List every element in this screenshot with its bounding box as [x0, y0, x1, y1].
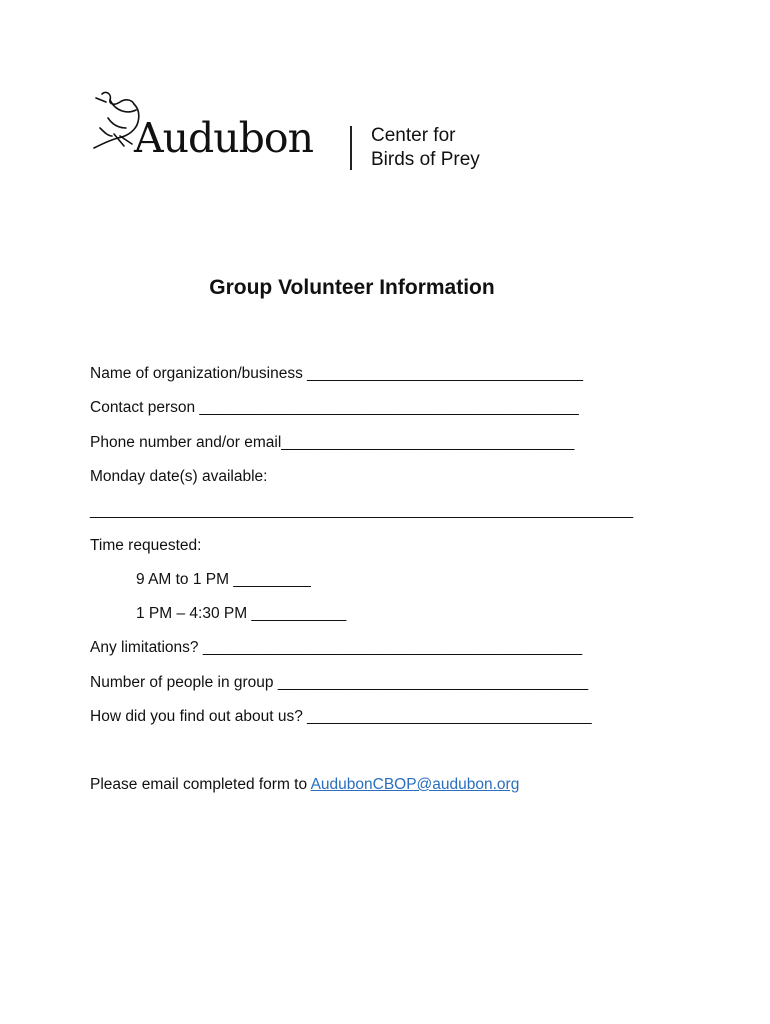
page-title: Group Volunteer Information	[209, 276, 495, 299]
logo-wordmark: Audubon	[134, 114, 314, 162]
organization-field[interactable]: Name of organization/business ________________________________	[90, 365, 583, 382]
logo-divider	[350, 126, 352, 170]
referral-source-field[interactable]: How did you find out about us? _________________________________	[90, 708, 592, 725]
email-instruction	[90, 775, 519, 795]
email-link[interactable]: AudubonCBOP@audubon.org	[310, 776, 520, 793]
email-instruction-text: Please email completed form to	[90, 776, 311, 793]
limitations-field[interactable]: Any limitations? ____________________________________________	[90, 639, 583, 656]
group-size-field[interactable]: Number of people in group ____________________________________	[90, 674, 589, 691]
afternoon-slot-field[interactable]: 1 PM – 4:30 PM ___________	[136, 605, 347, 622]
morning-slot-field[interactable]: 9 AM to 1 PM _________	[136, 571, 311, 588]
logo-subtitle-line1: Center for	[371, 125, 456, 146]
audubon-logo	[88, 88, 508, 183]
logo-subtitle-line2: Birds of Prey	[371, 149, 480, 170]
contact-person-field[interactable]: Contact person ____________________________________________	[90, 399, 579, 416]
monday-dates-label: Monday date(s) available:	[90, 468, 268, 485]
logo-subtitle	[371, 124, 480, 172]
phone-email-field[interactable]: Phone number and/or email__________________________________	[90, 434, 575, 451]
monday-dates-field[interactable]: _______________________________________________________________	[90, 502, 634, 519]
time-requested-label: Time requested:	[90, 537, 202, 554]
